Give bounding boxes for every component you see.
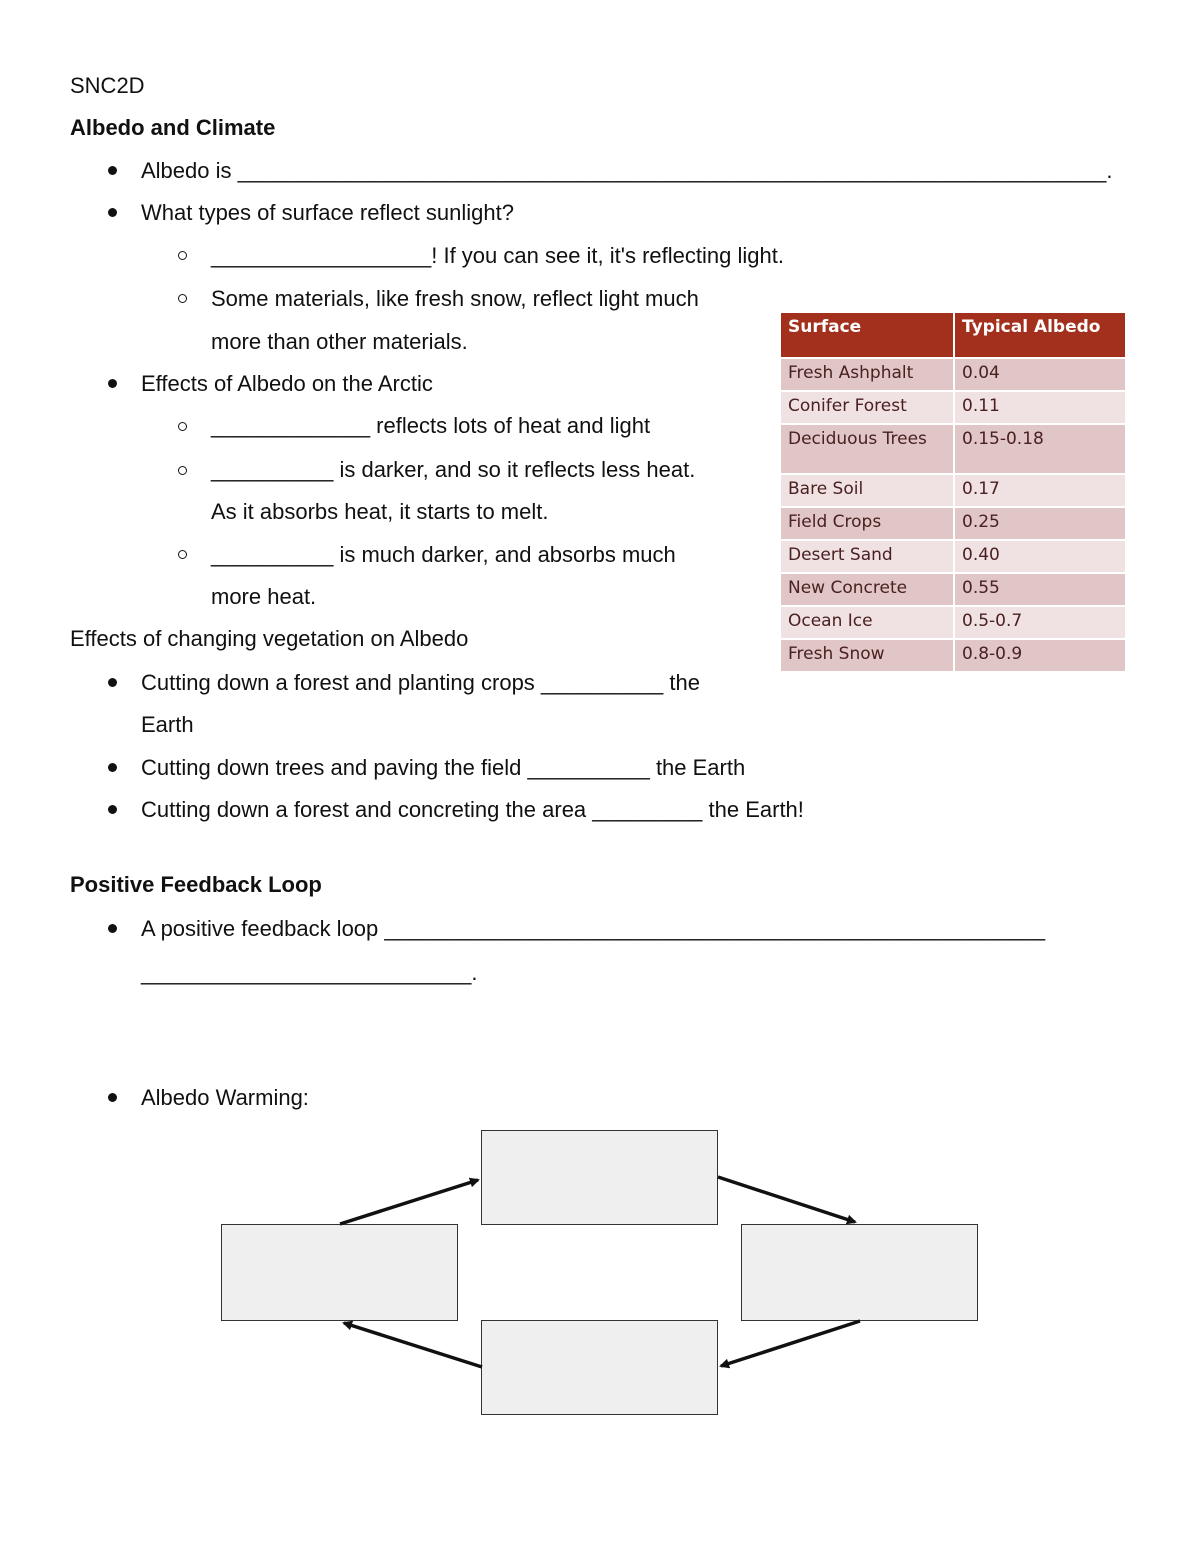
arrow-bottom-to-left	[344, 1323, 482, 1367]
vegetation-item-1-cont: Earth	[141, 712, 194, 737]
table-cell-surface: Bare Soil	[781, 474, 954, 507]
table-cell-surface: Field Crops	[781, 507, 954, 540]
arctic-item-c: __________ is much darker, and absorbs much	[211, 542, 676, 567]
page-title: Albedo and Climate	[70, 115, 276, 140]
vegetation-item-1: Cutting down a forest and planting crops __________ the	[141, 670, 700, 695]
arctic-item-c-cont: more heat.	[211, 584, 317, 609]
arrow-left-to-top	[340, 1180, 478, 1224]
table-cell-surface: Deciduous Trees	[781, 424, 954, 474]
table-cell-surface: New Concrete	[781, 573, 954, 606]
feedback-heading: Positive Feedback Loop	[70, 872, 322, 897]
arrow-right-to-bottom	[721, 1321, 860, 1366]
question-surfaces: What types of surface reflect sunlight?	[141, 200, 514, 225]
vegetation-item-2: Cutting down trees and paving the field __________ the Earth	[141, 755, 746, 780]
arctic-item-b-cont: As it absorbs heat, it starts to melt.	[211, 499, 549, 524]
albedo-definition: Albedo is _______________________________________________________________________.	[141, 158, 1113, 183]
table-cell-surface: Fresh Snow	[781, 639, 954, 672]
table-header-surface: Surface	[781, 313, 954, 358]
table-cell-surface: Ocean Ice	[781, 606, 954, 639]
sub-item-materials: Some materials, like fresh snow, reflect light much	[211, 286, 699, 311]
table-cell-albedo: 0.17	[954, 474, 1126, 507]
vegetation-item-3: Cutting down a forest and concreting the area _________ the Earth!	[141, 797, 804, 822]
table-cell-albedo: 0.11	[954, 391, 1126, 424]
course-code: SNC2D	[70, 73, 145, 98]
effects-arctic: Effects of Albedo on the Arctic	[141, 371, 433, 396]
feedback-definition: A positive feedback loop ______________________________________________________	[141, 916, 1046, 941]
table-cell-surface: Conifer Forest	[781, 391, 954, 424]
table-cell-albedo: 0.04	[954, 358, 1126, 391]
table-cell-albedo: 0.8-0.9	[954, 639, 1126, 672]
table-cell-albedo: 0.25	[954, 507, 1126, 540]
table-cell-albedo: 0.15-0.18	[954, 424, 1126, 474]
sub-item-materials-cont: more than other materials.	[211, 329, 468, 354]
feedback-definition-cont: ___________________________.	[141, 960, 478, 985]
table-header-albedo: Typical Albedo	[954, 313, 1126, 358]
table-cell-albedo: 0.55	[954, 573, 1126, 606]
arctic-item-b: __________ is darker, and so it reflects less heat.	[211, 457, 696, 482]
albedo-warming-label: Albedo Warming:	[141, 1085, 309, 1110]
table-cell-surface: Desert Sand	[781, 540, 954, 573]
sub-item-visible: __________________! If you can see it, it's reflecting light.	[211, 243, 784, 268]
table-cell-albedo: 0.40	[954, 540, 1126, 573]
arctic-item-a: _____________ reflects lots of heat and light	[211, 413, 651, 438]
vegetation-heading: Effects of changing vegetation on Albedo	[70, 626, 469, 651]
table-cell-albedo: 0.5-0.7	[954, 606, 1126, 639]
table-cell-surface: Fresh Ashphalt	[781, 358, 954, 391]
arrow-top-to-right	[718, 1177, 855, 1222]
